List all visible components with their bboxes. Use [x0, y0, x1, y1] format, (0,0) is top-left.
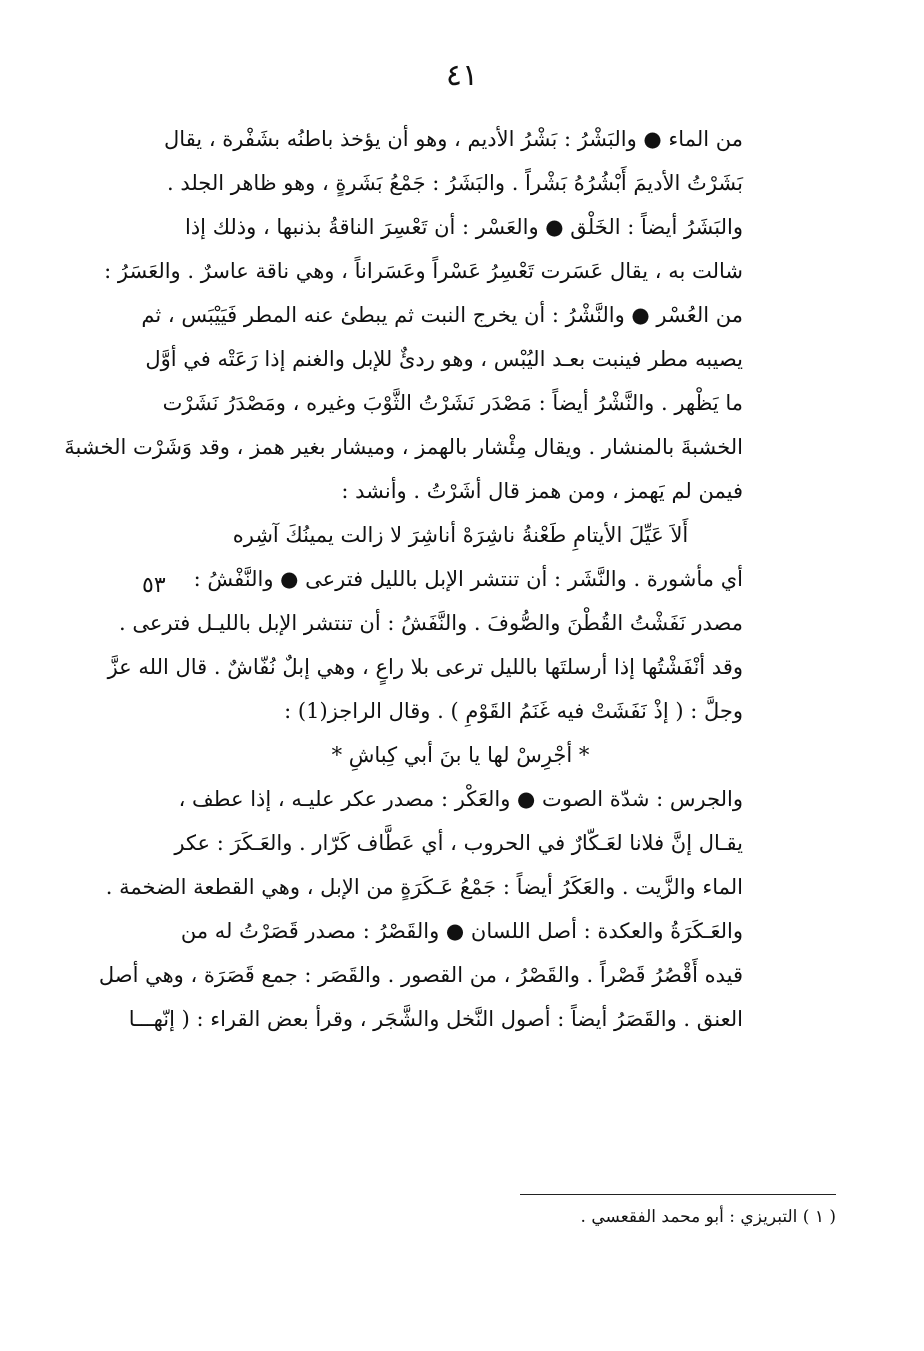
text-line: والعَـكَرَةُ والعكدة : أصل اللسان ● والقَصْرُ : مصدر قَصَرْتُ له من	[180, 919, 743, 943]
text-line: شالت به ، يقال عَسَرت تَعْسِرُ عَسْراً وعَسَراناً ، وهي ناقة عاسرٌ . والعَسَرُ :	[104, 259, 743, 283]
verse-margin-number: ٥٣	[142, 573, 166, 598]
text-line: الماء والزَّيت . والعَكَرُ أيضاً : جَمْعُ عَـكَرَةٍ من الإبل ، وهي القطعة الضخمة .	[105, 875, 743, 899]
text-line: ما يَظْهر . والنَّشْرُ أيضاً : مَصْدَر نَشَرْتُ الثَّوْبَ وغيره ، ومَصْدَرُ نَشَرْت	[162, 391, 743, 415]
text-line: الخشبةَ بالمنشار . ويقال مِئْشار بالهمز ، وميشار بغير همز ، وقد وَشَرْت الخشبةَ	[64, 435, 743, 459]
text-line: وقد أنْفَشْتُها إذا أرسلتَها بالليل ترعى بلا راعٍ ، وهي إبلٌ نُفّاشٌ . قال الله عزَّ	[107, 655, 743, 679]
poetry-verse: أَلاَ عَيِّلَ الأيتامِ طَعْنةُ ناشِرَهْ أناشِرَ لا زالت يمينُكَ آشِره	[232, 523, 689, 547]
text-line: والجرس : شدّة الصوت ● والعَكْر : مصدر عكر عليـه ، إذا عطف ،	[178, 787, 743, 811]
text-line: مصدر نَفَشْتُ القُطْنَ والصُّوفَ . والنَّفَشُ : أن تنتشر الإبل بالليـل فترعى .	[119, 611, 743, 635]
footnote-divider	[520, 1194, 836, 1195]
text-line: والبَشَرُ أيضاً : الخَلْق ● والعَسْر : أن تَعْسِرَ الناقةُ بذنبها ، وذلك إذا	[185, 215, 743, 239]
text-line: قيده أَقْصُرُ قَصْراً . والقَصْرُ ، من القصور . والقَصَر : جمع قَصَرَة ، وهي أصل	[98, 963, 743, 987]
poetry-verse: * أجْرِسْ لها يا بنَ أبي كِباشِ *	[331, 743, 590, 767]
text-line: بَشَرْتُ الأديمَ أَبْشُرُهُ بَشْراً . والبَشَرُ : جَمْعُ بَشَرةٍ ، وهو ظاهر الجلد .	[166, 171, 743, 195]
text-line: من الماء ● والبَشْرُ : بَشْرُ الأديم ، وهو أن يؤخذ باطنُه بشَفْرة ، يقال	[164, 127, 743, 151]
text-line: العنق . والقَصَرُ أيضاً : أصول النَّخل والشَّجَر ، وقرأ بعض القراء : ( إنّهـــا	[128, 1007, 743, 1031]
text-line: من العُسْر ● والنَّشْرُ : أن يخرج النبت ثم يبطئ عنه المطر فَيَيْبَس ، ثم	[141, 303, 743, 327]
text-line: يقـال إنَّ فلانا لعَـكّارٌ في الحروب ، أي عَطَّاف كَرّار . والعَـكَرَ : عكر	[174, 831, 743, 855]
footnote: ( ١ ) التبريزي : أبو محمد الفقعسي .	[580, 1207, 836, 1227]
page-number: ٤١	[445, 58, 479, 93]
text-line: أي مأشورة . والنَّشَر : أن تنتشر الإبل بالليل فترعى ● والنَّفْشُ :	[193, 567, 743, 591]
text-line: وجلَّ : ( إذْ نَفَشَتْ فيه غَنَمُ القَوْمِ ) . وقال الراجز(1) :	[284, 699, 743, 723]
text-line: يصيبه مطر فينبت بعـد اليُبْس ، وهو ردئٌ للإبل والغنم إذا رَعَتْه في أوَّل	[145, 347, 743, 371]
text-line: فيمن لم يَهمز ، ومن همز قال أشَرْتُ . وأنشد :	[341, 479, 743, 503]
